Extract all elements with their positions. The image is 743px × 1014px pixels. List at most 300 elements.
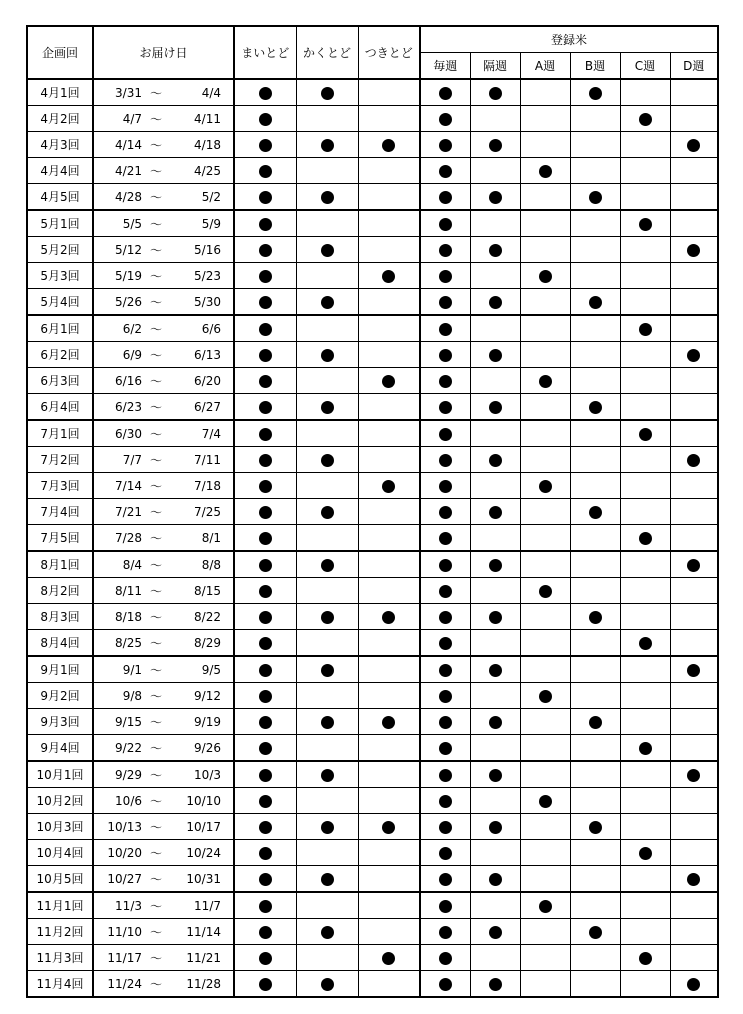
mark-cell (420, 919, 470, 945)
date-from: 8/25 (115, 635, 142, 650)
mark-cell (520, 814, 570, 840)
mark-cell (358, 656, 420, 683)
mark-cell (234, 342, 296, 368)
mark-cell (670, 709, 718, 735)
mark-cell (670, 184, 718, 211)
mark-cell (670, 394, 718, 421)
mark-cell (670, 578, 718, 604)
delivery-date-range (93, 814, 234, 840)
mark-cell (620, 420, 670, 447)
mark-cell (358, 971, 420, 998)
mark-cell (470, 604, 520, 630)
mark-cell (234, 788, 296, 814)
mark-cell (520, 394, 570, 421)
date-tilde: ～ (150, 86, 163, 100)
filled-circle-icon (687, 349, 700, 362)
mark-cell (296, 79, 358, 106)
header-tsukitodo: つきとど (358, 26, 420, 79)
filled-circle-icon (439, 428, 452, 441)
mark-cell (470, 866, 520, 893)
filled-circle-icon (489, 559, 502, 572)
date-to: 9/12 (194, 688, 221, 703)
filled-circle-icon (259, 480, 272, 493)
date-to: 7/25 (194, 504, 221, 519)
row-label: 5月4回 (27, 289, 93, 316)
date-to: 5/9 (201, 216, 221, 231)
mark-cell (470, 79, 520, 106)
mark-cell (234, 184, 296, 211)
date-tilde: ～ (150, 427, 163, 441)
filled-circle-icon (321, 873, 334, 886)
header-rice-every-week: 毎週 (420, 53, 470, 80)
table-row (27, 630, 718, 657)
mark-cell (420, 263, 470, 289)
mark-cell (420, 106, 470, 132)
mark-cell (670, 630, 718, 657)
mark-cell (570, 315, 620, 342)
mark-cell (420, 551, 470, 578)
mark-cell (670, 866, 718, 893)
delivery-date-range (93, 892, 234, 919)
mark-cell (358, 499, 420, 525)
mark-cell (234, 656, 296, 683)
mark-cell (234, 525, 296, 552)
mark-cell (670, 683, 718, 709)
date-from: 10/13 (107, 819, 142, 834)
mark-cell (420, 814, 470, 840)
filled-circle-icon (321, 611, 334, 624)
mark-cell (296, 683, 358, 709)
delivery-date-range (93, 447, 234, 473)
mark-cell (420, 840, 470, 866)
date-tilde: ～ (150, 663, 163, 677)
filled-circle-icon (439, 165, 452, 178)
mark-cell (296, 237, 358, 263)
mark-cell (520, 158, 570, 184)
mark-cell (470, 473, 520, 499)
delivery-date-range (93, 342, 234, 368)
filled-circle-icon (439, 349, 452, 362)
mark-cell (470, 919, 520, 945)
filled-circle-icon (259, 847, 272, 860)
mark-cell (470, 210, 520, 237)
filled-circle-icon (259, 532, 272, 545)
filled-circle-icon (382, 480, 395, 493)
row-label: 10月4回 (27, 840, 93, 866)
mark-cell (358, 919, 420, 945)
filled-circle-icon (489, 454, 502, 467)
mark-cell (670, 735, 718, 762)
mark-cell (670, 289, 718, 316)
mark-cell (520, 342, 570, 368)
mark-cell (296, 892, 358, 919)
mark-cell (620, 499, 670, 525)
mark-cell (420, 525, 470, 552)
mark-cell (520, 289, 570, 316)
filled-circle-icon (489, 244, 502, 257)
delivery-date-range (93, 106, 234, 132)
mark-cell (470, 315, 520, 342)
mark-cell (570, 578, 620, 604)
mark-cell (570, 237, 620, 263)
row-label: 9月1回 (27, 656, 93, 683)
filled-circle-icon (439, 218, 452, 231)
date-tilde: ～ (150, 977, 163, 991)
mark-cell (234, 106, 296, 132)
mark-cell (520, 761, 570, 788)
mark-cell (234, 945, 296, 971)
row-label: 9月2回 (27, 683, 93, 709)
filled-circle-icon (439, 690, 452, 703)
mark-cell (470, 263, 520, 289)
date-to: 4/18 (194, 137, 221, 152)
filled-circle-icon (259, 454, 272, 467)
filled-circle-icon (259, 900, 272, 913)
header-rice-d-week: D週 (670, 53, 718, 80)
mark-cell (470, 289, 520, 316)
mark-cell (358, 788, 420, 814)
mark-cell (670, 892, 718, 919)
filled-circle-icon (321, 926, 334, 939)
mark-cell (570, 945, 620, 971)
date-from: 6/9 (122, 347, 142, 362)
delivery-date-range (93, 499, 234, 525)
mark-cell (358, 210, 420, 237)
filled-circle-icon (687, 978, 700, 991)
mark-cell (570, 814, 620, 840)
mark-cell (620, 132, 670, 158)
mark-cell (520, 971, 570, 998)
date-to: 7/18 (194, 478, 221, 493)
filled-circle-icon (321, 506, 334, 519)
mark-cell (296, 473, 358, 499)
filled-circle-icon (687, 769, 700, 782)
filled-circle-icon (489, 191, 502, 204)
date-to: 8/8 (201, 557, 221, 572)
mark-cell (570, 473, 620, 499)
mark-cell (234, 368, 296, 394)
mark-cell (570, 499, 620, 525)
mark-cell (620, 971, 670, 998)
date-tilde: ～ (150, 243, 163, 257)
filled-circle-icon (439, 900, 452, 913)
delivery-date-range (93, 158, 234, 184)
mark-cell (358, 342, 420, 368)
mark-cell (420, 761, 470, 788)
mark-cell (470, 106, 520, 132)
row-label: 7月5回 (27, 525, 93, 552)
mark-cell (296, 709, 358, 735)
mark-cell (470, 788, 520, 814)
mark-cell (570, 892, 620, 919)
table-row (27, 420, 718, 447)
date-tilde: ～ (150, 531, 163, 545)
mark-cell (620, 551, 670, 578)
date-to: 6/6 (201, 321, 221, 336)
mark-cell (520, 237, 570, 263)
date-from: 9/1 (122, 662, 142, 677)
mark-cell (296, 394, 358, 421)
filled-circle-icon (539, 585, 552, 598)
filled-circle-icon (489, 139, 502, 152)
date-to: 10/10 (186, 793, 221, 808)
mark-cell (234, 761, 296, 788)
mark-cell (470, 971, 520, 998)
table-row (27, 289, 718, 316)
filled-circle-icon (321, 191, 334, 204)
filled-circle-icon (321, 559, 334, 572)
row-label: 8月3回 (27, 604, 93, 630)
mark-cell (420, 342, 470, 368)
row-label: 8月4回 (27, 630, 93, 657)
mark-cell (670, 814, 718, 840)
table-row (27, 866, 718, 893)
mark-cell (520, 368, 570, 394)
header-registered-rice: 登録米 (420, 26, 718, 53)
mark-cell (520, 709, 570, 735)
mark-cell (570, 604, 620, 630)
mark-cell (670, 788, 718, 814)
mark-cell (234, 315, 296, 342)
mark-cell (470, 945, 520, 971)
mark-cell (520, 630, 570, 657)
mark-cell (420, 604, 470, 630)
date-tilde: ～ (150, 872, 163, 886)
filled-circle-icon (439, 270, 452, 283)
table-row (27, 263, 718, 289)
mark-cell (296, 814, 358, 840)
table-row (27, 709, 718, 735)
mark-cell (234, 971, 296, 998)
row-label: 6月3回 (27, 368, 93, 394)
date-to: 6/27 (194, 399, 221, 414)
row-label: 10月5回 (27, 866, 93, 893)
mark-cell (358, 735, 420, 762)
mark-cell (570, 761, 620, 788)
filled-circle-icon (259, 375, 272, 388)
date-to: 8/22 (194, 609, 221, 624)
filled-circle-icon (589, 506, 602, 519)
filled-circle-icon (489, 873, 502, 886)
delivery-date-range (93, 945, 234, 971)
mark-cell (420, 656, 470, 683)
row-label: 7月3回 (27, 473, 93, 499)
filled-circle-icon (539, 270, 552, 283)
mark-cell (420, 289, 470, 316)
filled-circle-icon (687, 139, 700, 152)
date-tilde: ～ (150, 400, 163, 414)
mark-cell (358, 525, 420, 552)
date-tilde: ～ (150, 846, 163, 860)
filled-circle-icon (321, 139, 334, 152)
row-label: 11月1回 (27, 892, 93, 919)
delivery-date-range (93, 210, 234, 237)
filled-circle-icon (439, 559, 452, 572)
mark-cell (358, 630, 420, 657)
mark-cell (470, 158, 520, 184)
mark-cell (520, 604, 570, 630)
mark-cell (670, 368, 718, 394)
filled-circle-icon (259, 165, 272, 178)
mark-cell (670, 919, 718, 945)
filled-circle-icon (382, 716, 395, 729)
mark-cell (296, 630, 358, 657)
mark-cell (470, 237, 520, 263)
mark-cell (520, 132, 570, 158)
table-row (27, 814, 718, 840)
row-label: 5月2回 (27, 237, 93, 263)
mark-cell (358, 263, 420, 289)
filled-circle-icon (489, 821, 502, 834)
filled-circle-icon (259, 585, 272, 598)
mark-cell (296, 289, 358, 316)
date-tilde: ～ (150, 453, 163, 467)
date-from: 4/28 (115, 189, 142, 204)
filled-circle-icon (259, 349, 272, 362)
date-to: 10/24 (186, 845, 221, 860)
mark-cell (358, 158, 420, 184)
mark-cell (470, 814, 520, 840)
mark-cell (420, 315, 470, 342)
filled-circle-icon (589, 87, 602, 100)
mark-cell (234, 709, 296, 735)
table-row (27, 945, 718, 971)
mark-cell (358, 473, 420, 499)
mark-cell (296, 761, 358, 788)
table-row (27, 578, 718, 604)
row-label: 11月3回 (27, 945, 93, 971)
date-from: 7/21 (115, 504, 142, 519)
table-row (27, 132, 718, 158)
mark-cell (234, 683, 296, 709)
mark-cell (296, 210, 358, 237)
mark-cell (620, 630, 670, 657)
mark-cell (234, 79, 296, 106)
mark-cell (670, 263, 718, 289)
mark-cell (620, 210, 670, 237)
mark-cell (670, 840, 718, 866)
filled-circle-icon (589, 926, 602, 939)
mark-cell (670, 971, 718, 998)
row-label: 9月4回 (27, 735, 93, 762)
mark-cell (620, 237, 670, 263)
date-from: 11/10 (107, 924, 142, 939)
mark-cell (234, 919, 296, 945)
date-tilde: ～ (150, 584, 163, 598)
delivery-date-range (93, 289, 234, 316)
mark-cell (570, 919, 620, 945)
date-tilde: ～ (150, 820, 163, 834)
header-maitodo: まいとど (234, 26, 296, 79)
mark-cell (234, 551, 296, 578)
mark-cell (234, 499, 296, 525)
row-label: 5月1回 (27, 210, 93, 237)
filled-circle-icon (439, 585, 452, 598)
mark-cell (520, 788, 570, 814)
mark-cell (358, 420, 420, 447)
mark-cell (620, 394, 670, 421)
filled-circle-icon (439, 506, 452, 519)
mark-cell (520, 683, 570, 709)
table-row (27, 184, 718, 211)
row-label: 4月1回 (27, 79, 93, 106)
header-rice-a-week: A週 (520, 53, 570, 80)
filled-circle-icon (589, 821, 602, 834)
row-label: 8月2回 (27, 578, 93, 604)
mark-cell (234, 289, 296, 316)
date-to: 5/2 (201, 189, 221, 204)
mark-cell (296, 499, 358, 525)
filled-circle-icon (321, 87, 334, 100)
mark-cell (570, 683, 620, 709)
mark-cell (296, 788, 358, 814)
date-tilde: ～ (150, 164, 163, 178)
row-label: 7月4回 (27, 499, 93, 525)
mark-cell (470, 551, 520, 578)
date-from: 11/3 (115, 898, 142, 913)
delivery-date-range (93, 578, 234, 604)
mark-cell (570, 840, 620, 866)
mark-cell (670, 237, 718, 263)
mark-cell (670, 945, 718, 971)
mark-cell (234, 578, 296, 604)
delivery-date-range (93, 263, 234, 289)
date-from: 9/8 (122, 688, 142, 703)
mark-cell (520, 263, 570, 289)
mark-cell (670, 79, 718, 106)
mark-cell (470, 761, 520, 788)
mark-cell (358, 447, 420, 473)
mark-cell (670, 473, 718, 499)
table-row (27, 735, 718, 762)
table-row (27, 971, 718, 998)
delivery-date-range (93, 919, 234, 945)
mark-cell (420, 788, 470, 814)
filled-circle-icon (259, 873, 272, 886)
date-tilde: ～ (150, 925, 163, 939)
mark-cell (670, 656, 718, 683)
table-row (27, 447, 718, 473)
mark-cell (620, 866, 670, 893)
mark-cell (520, 499, 570, 525)
filled-circle-icon (439, 454, 452, 467)
mark-cell (358, 237, 420, 263)
mark-cell (520, 866, 570, 893)
mark-cell (234, 840, 296, 866)
date-tilde: ～ (150, 295, 163, 309)
date-from: 7/14 (115, 478, 142, 493)
date-tilde: ～ (150, 348, 163, 362)
filled-circle-icon (259, 323, 272, 336)
mark-cell (420, 735, 470, 762)
mark-cell (620, 263, 670, 289)
mark-cell (570, 106, 620, 132)
delivery-date-range (93, 394, 234, 421)
header-kakutodo: かくとど (296, 26, 358, 79)
date-from: 6/2 (122, 321, 142, 336)
mark-cell (620, 368, 670, 394)
filled-circle-icon (259, 506, 272, 519)
delivery-date-range (93, 866, 234, 893)
mark-cell (420, 473, 470, 499)
filled-circle-icon (439, 926, 452, 939)
date-from: 5/12 (115, 242, 142, 257)
delivery-date-range (93, 709, 234, 735)
mark-cell (358, 604, 420, 630)
delivery-date-range (93, 525, 234, 552)
filled-circle-icon (259, 428, 272, 441)
date-from: 9/29 (115, 767, 142, 782)
